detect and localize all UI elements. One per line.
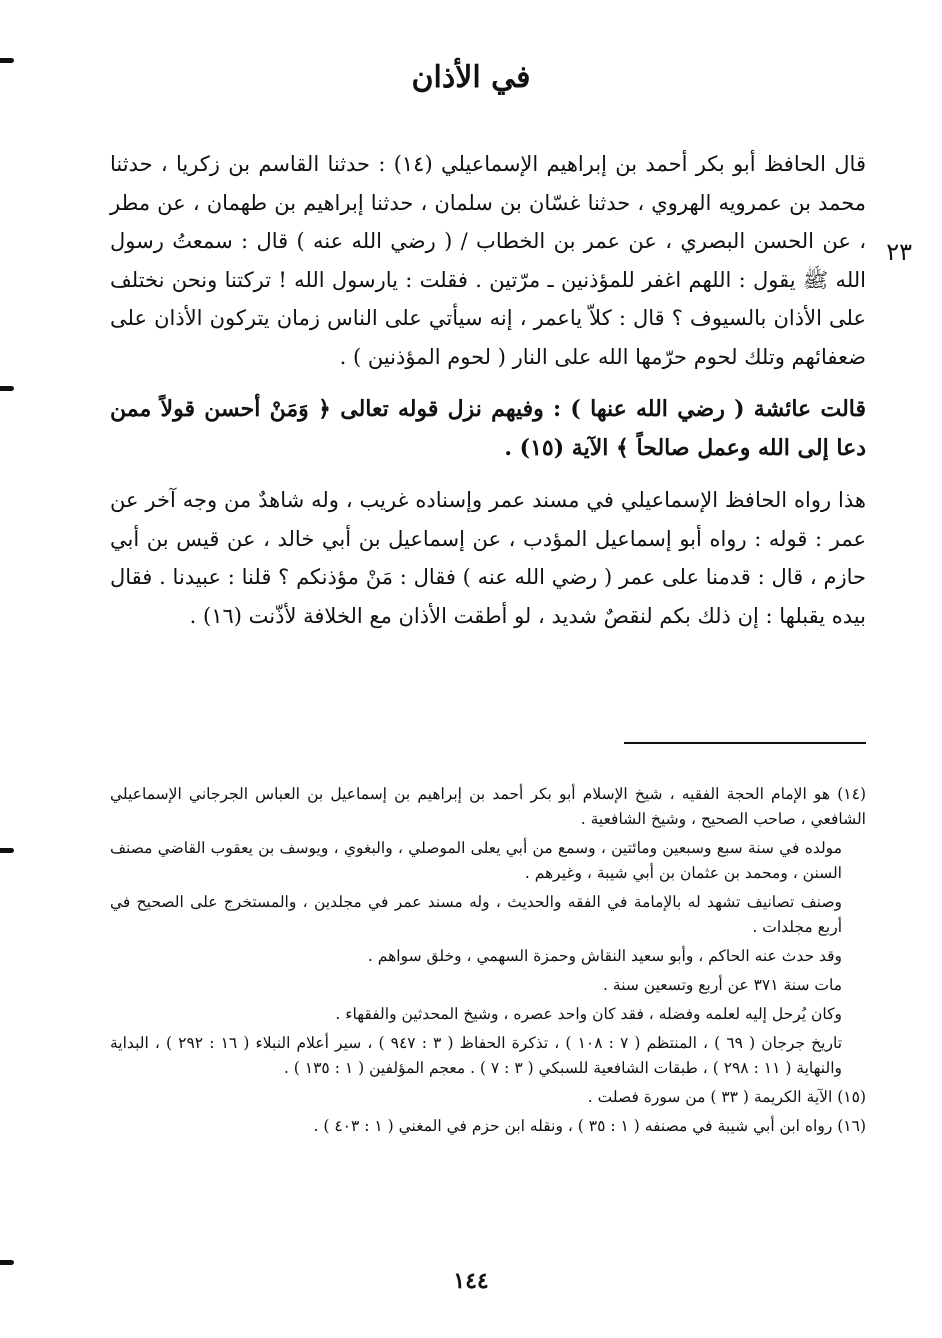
paragraph-hadith: قال الحافظ أبو بكر أحمد بن إبراهيم الإسماعيلي (١٤) : حدثنا القاسم بن زكريا ، حدثنا محمد بن عمرويه الهروي ، حدثنا غسّان بن سلمان ، حدثنا إبراهيم بن طهمان ، عن مطر ، عن الحسن البصري ، عن عمر بن الخطاب / ( رضي الله عنه ) قال : سمعتُ رسول الله ﷺ يقول : اللهم اغفر للمؤذنين ـ مرّتين . فقلت : يارسول الله ! تركتنا ونحن نختلف على الأذان بالسيوف ؟ قال : كلاّ ياعمر ، إنه سيأتي على الناس زمان يتركون الأذان على ضعفائهم وتلك لحوم حرّمها الله على النار ( لحوم المؤذنين ) . bbox=[110, 152, 866, 369]
paragraph-commentary: هذا رواه الحافظ الإسماعيلي في مسند عمر وإسناده غريب ، وله شاهدٌ من وجه آخر عن عمر : قوله : رواه أبو إسماعيل المؤدب ، عن إسماعيل بن أبي خالد ، عن قيس بن أبي حازم ، قال : قدمنا على عمر ( رضي الله عنه ) فقال : مَنْ مؤذنكم ؟ قلنا : عبيدنا . فقال بيده يقبلها : إن ذلك بكم لنقصٌ شديد ، لو أطقت الأذان مع الخلافة لأذّنت (١٦) . bbox=[110, 488, 866, 628]
footnote-16: (١٦) رواه ابن أبي شيبة في مصنفه ( ١ : ٣٥ ) ، ونقله ابن حزم في المغني ( ١ : ٤٠٣ ) . bbox=[313, 1117, 866, 1135]
page-title: في الأذان bbox=[411, 60, 531, 95]
binder-mark bbox=[0, 848, 14, 853]
footnote-14-standing: وكان يُرحل إليه لعلمه وفضله ، فقد كان واحد عصره ، وشيخ المحدثين والفقهاء . bbox=[335, 1005, 842, 1023]
page-number: ١٤٤ bbox=[453, 1268, 489, 1294]
footnote-14-students: وقد حدث عنه الحاكم ، وأبو سعيد النقاش وحمزة السهمي ، وخلق سواهم . bbox=[367, 947, 842, 965]
binder-mark bbox=[0, 1260, 14, 1265]
margin-page-reference: ٢٣ bbox=[886, 238, 912, 266]
footnote-14-death: مات سنة ٣٧١ عن أربع وتسعين سنة . bbox=[603, 976, 842, 994]
footnote-14-sources: تاريخ جرجان ( ٦٩ ) ، المنتظم ( ٧ : ١٠٨ ) ، تذكرة الحفاظ ( ٣ : ٩٤٧ ) ، سير أعلام النبلاء ( ١٦ : ٢٩٢ ) ، البداية والنهاية ( ١١ : ٢٩٨ ) ، طبقات الشافعية للسبكي ( ٣ : ٧ ) . معجم المؤلفين ( ١ : ١٣٥ ) . bbox=[110, 1034, 843, 1077]
footnotes bbox=[110, 782, 866, 1143]
footnote-14-works: وصنف تصانيف تشهد له بالإمامة في الفقه والحديث ، وله مسند عمر في مجلدين ، والمستخرج على الصحيح في أربع مجلدات . bbox=[110, 893, 842, 936]
footnote-14-birth: مولده في سنة سبع وسبعين ومائتين ، وسمع من أبي يعلى الموصلي ، والبغوي ، ويوسف بن يعقوب القاضي مصنف السنن ، ومحمد بن عثمان بن أبي شيبة ، وغيرهم . bbox=[110, 839, 842, 882]
binder-mark bbox=[0, 386, 14, 391]
paragraph-aisha-verse: قالت عائشة ( رضي الله عنها ) : وفيهم نزل قوله تعالى ﴿ وَمَنْ أحسن قولاً ممن دعا إلى الله وعمل صالحاً ﴾ الآية (١٥) . bbox=[110, 396, 866, 461]
footnote-15: (١٥) الآية الكريمة ( ٣٣ ) من سورة فصلت . bbox=[587, 1088, 866, 1106]
footnote-separator bbox=[624, 742, 866, 744]
footnote-14: (١٤) هو الإمام الحجة الفقيه ، شيخ الإسلام أبو بكر أحمد بن إبراهيم بن إسماعيل بن العباس الجرجاني الإسماعيلي الشافعي ، صاحب الصحيح ، وشيخ الشافعية . bbox=[110, 785, 866, 828]
main-text bbox=[110, 145, 866, 649]
